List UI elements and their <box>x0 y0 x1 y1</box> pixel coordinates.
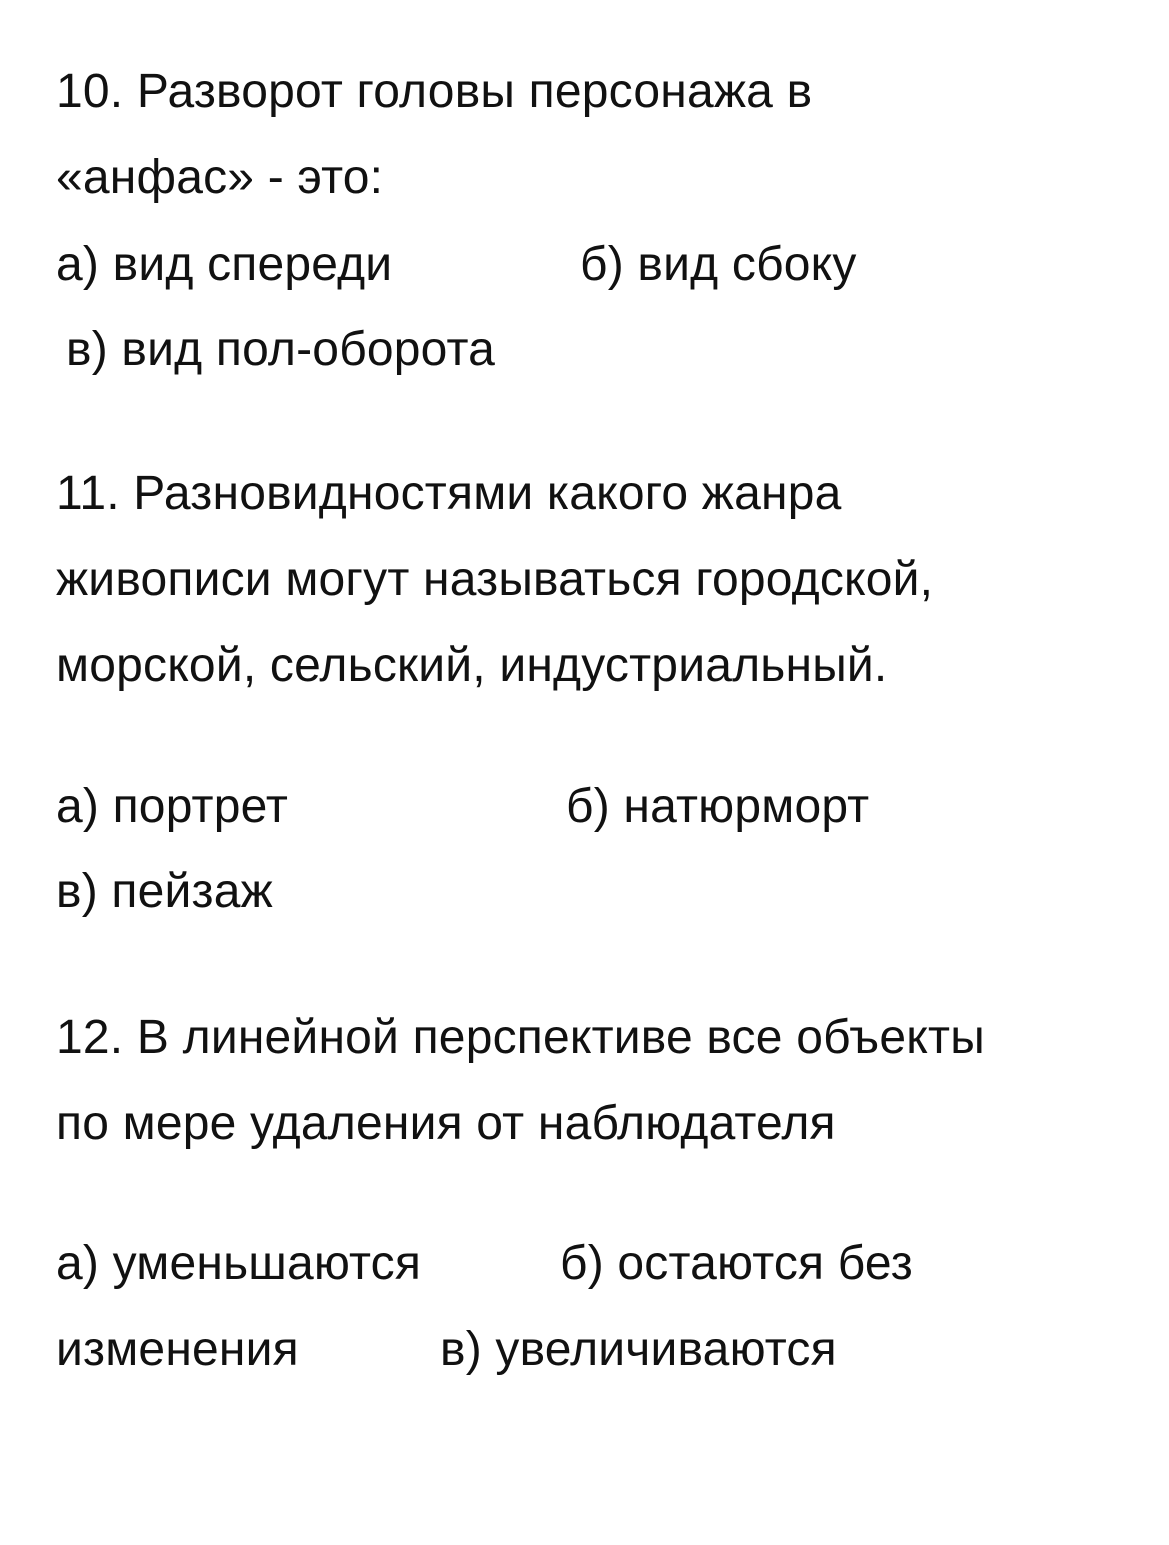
question-12-option-b-continued: изменения <box>56 1323 299 1376</box>
question-12-line-2: по мере удаления от наблюдателя <box>56 1097 836 1150</box>
question-12-line-1: 12. В линейной перспективе все объекты <box>56 1011 985 1064</box>
question-12-option-c: в) увеличиваются <box>440 1323 837 1376</box>
question-11-option-a: а) портрет <box>56 780 289 833</box>
question-11-line-3: морской, сельский, индустриальный. <box>56 639 888 692</box>
question-11-option-b: б) натюрморт <box>566 780 870 833</box>
question-10-line-2: «анфас» - это: <box>56 151 384 204</box>
question-12-option-a: а) уменьшаются <box>56 1237 422 1290</box>
question-10-line-1: 10. Разворот головы персонажа в <box>56 65 813 118</box>
question-11-option-c: в) пейзаж <box>56 865 273 918</box>
question-10-option-c: в) вид пол-оборота <box>66 323 496 376</box>
question-10-option-a: а) вид спереди <box>56 238 393 291</box>
question-10-option-b: б) вид сбоку <box>580 238 857 291</box>
question-11-line-1: 11. Разновидностями какого жанра <box>56 467 842 520</box>
question-12-option-b: б) остаются без <box>560 1237 913 1290</box>
question-11-line-2: живописи могут называться городской, <box>56 553 934 606</box>
